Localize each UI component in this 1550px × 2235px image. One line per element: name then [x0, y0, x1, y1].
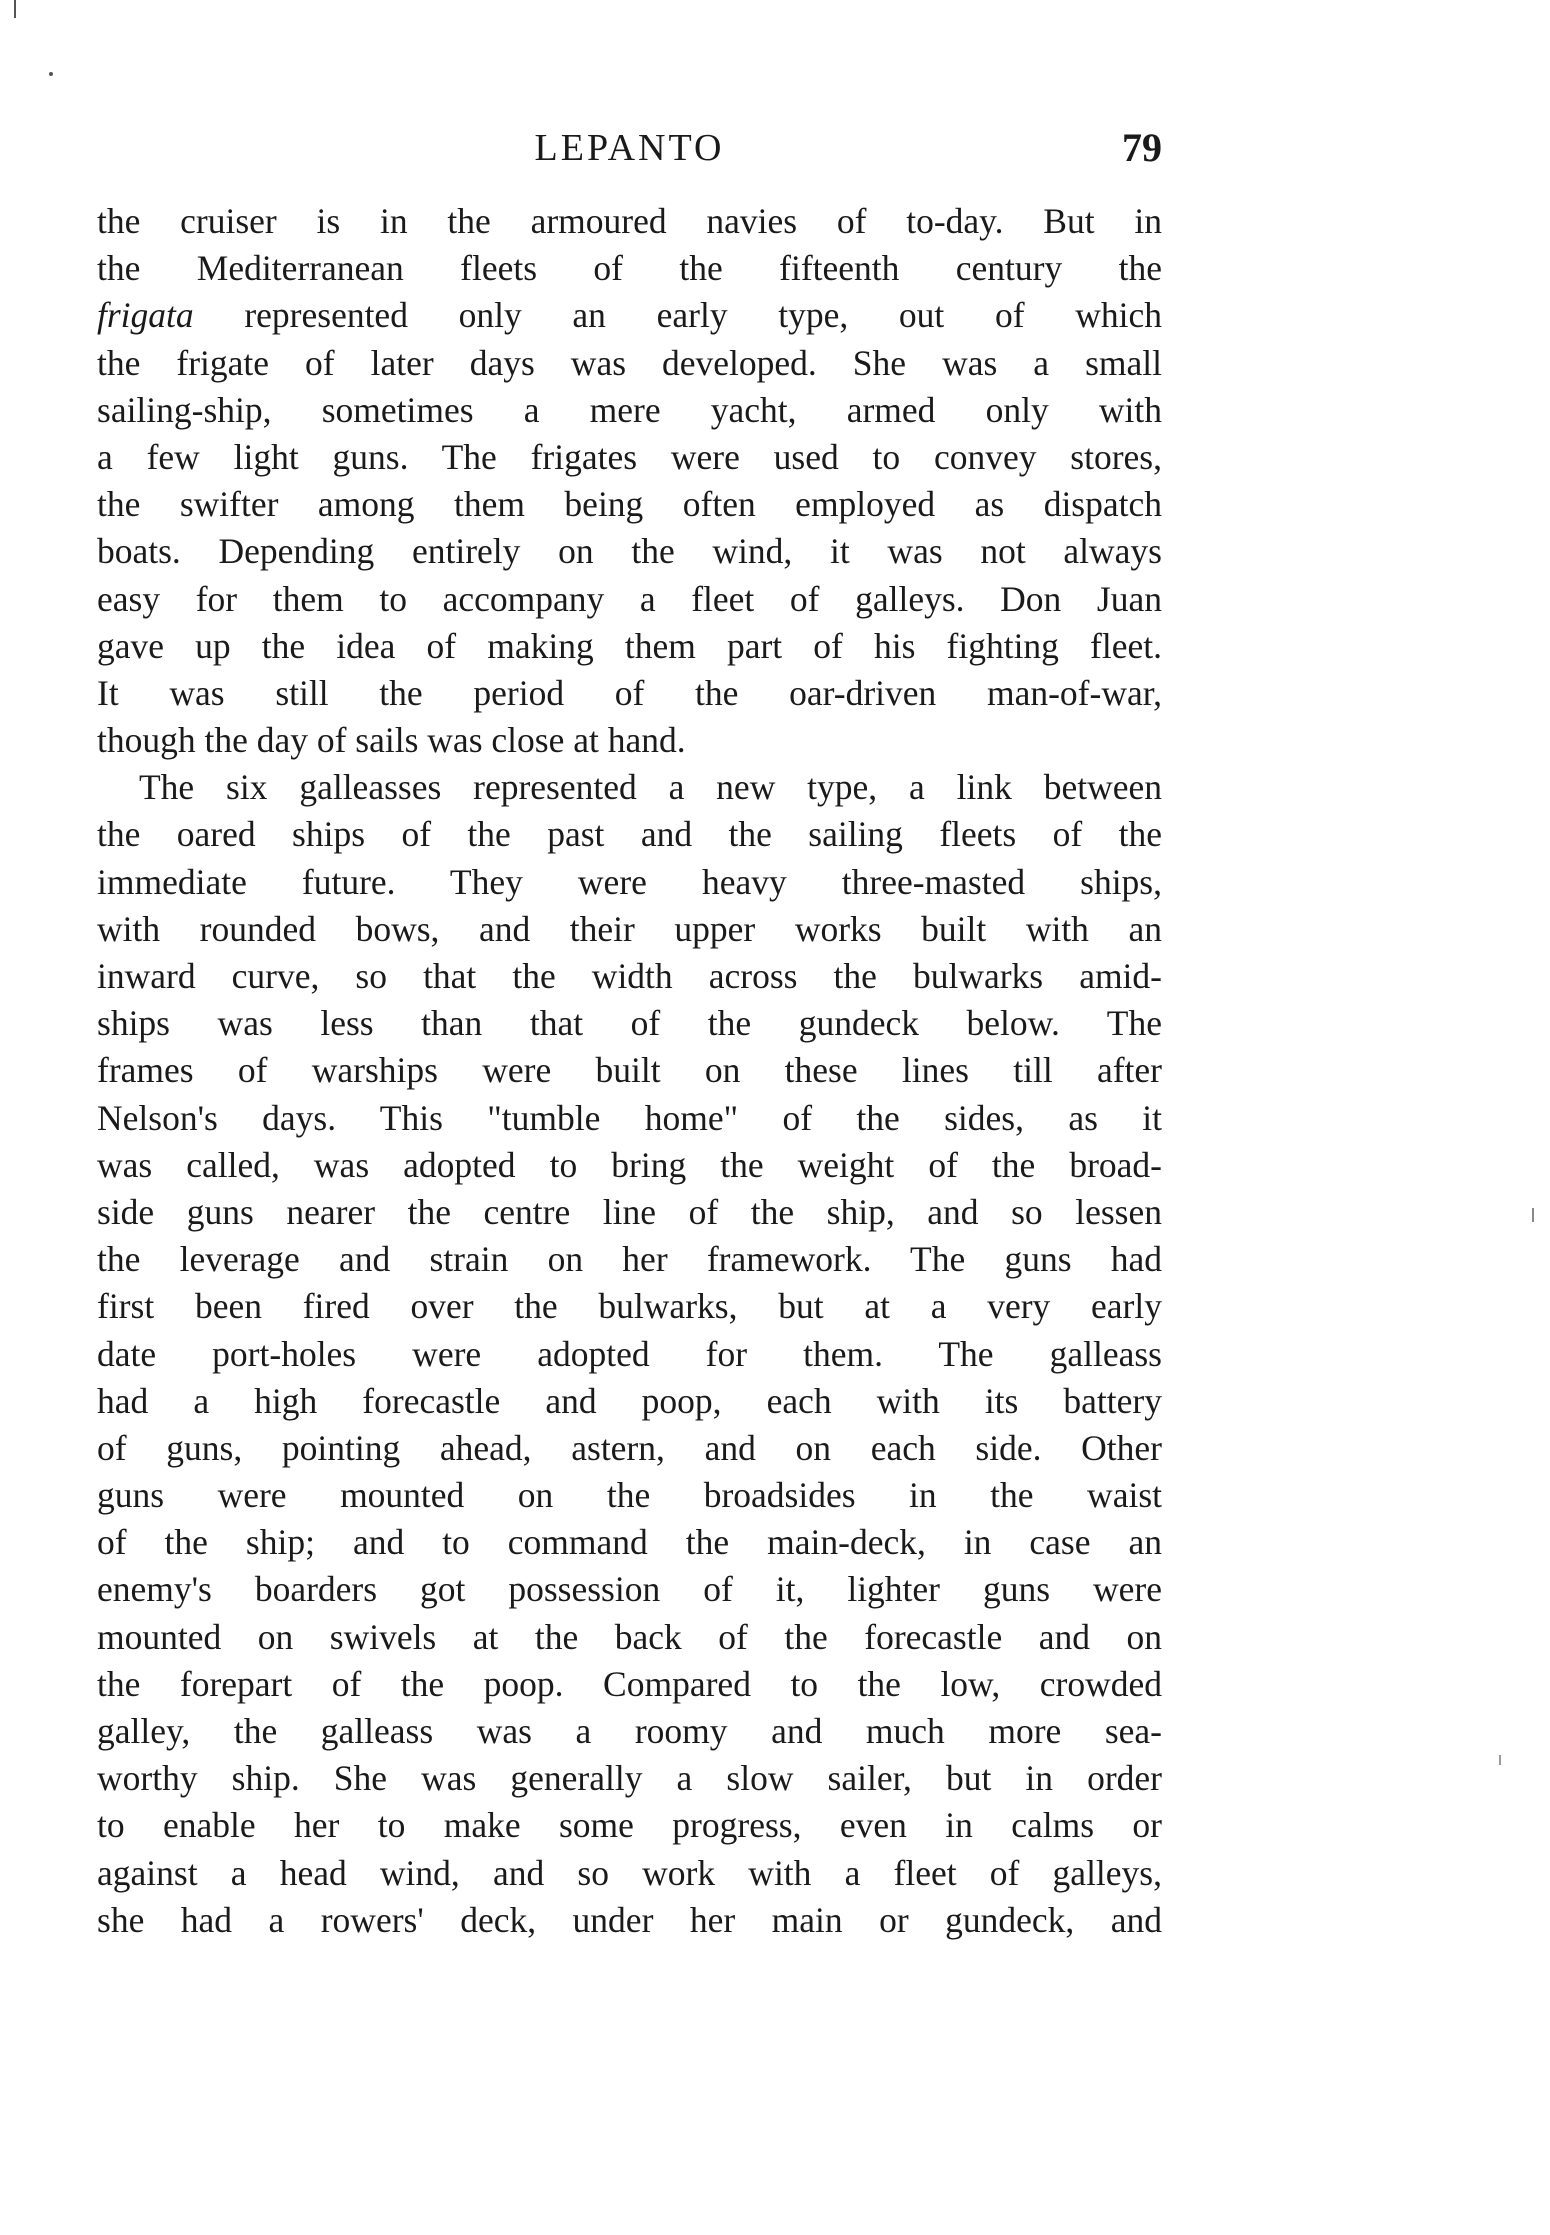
scan-artifact-mark	[14, 0, 16, 18]
text-line: had a high forecastle and poop, each with its battery	[97, 1380, 1162, 1421]
text-line: the frigate of later days was developed. She was a small	[97, 342, 1162, 383]
text-line: ships was less than that of the gundeck below. The	[97, 1003, 1162, 1044]
text-line: of the ship; and to command the main-deck, in case an	[97, 1522, 1162, 1563]
text-line: galley, the galleass was a roomy and much more sea-	[97, 1711, 1162, 1751]
text-line: a few light guns. The frigates were used to convey stores,	[97, 436, 1162, 477]
text-line: against a head wind, and so work with a fleet of galleys,	[97, 1852, 1162, 1893]
text-line: enemy's boarders got possession of it, lighter guns were	[97, 1569, 1162, 1610]
text-line: the forepart of the poop. Compared to the low, crowded	[97, 1663, 1162, 1704]
text-line: first been fired over the bulwarks, but at a very early	[97, 1286, 1162, 1327]
text-line: gave up the idea of making them part of his fighting fleet.	[97, 625, 1162, 666]
text-line: the swifter among them being often employed as dispatch	[97, 484, 1162, 525]
text-line: of guns, pointing ahead, astern, and on each side. Other	[97, 1427, 1162, 1468]
text-line: frames of warships were built on these lines till after	[97, 1050, 1162, 1091]
text-line: though the day of sails was close at hand.	[97, 720, 686, 761]
text-line: boats. Depending entirely on the wind, it was not always	[97, 531, 1162, 572]
body-text	[97, 198, 1162, 1944]
text-line: guns were mounted on the broadsides in the waist	[97, 1475, 1162, 1516]
page-number: 79	[1122, 125, 1162, 170]
text-line: the oared ships of the past and the sailing fleets of the	[97, 814, 1162, 855]
text-line: worthy ship. She was generally a slow sailer, but in order	[97, 1758, 1162, 1799]
scan-artifact-mark	[1532, 1208, 1534, 1222]
text-line: to enable her to make some progress, even in calms or	[97, 1805, 1162, 1846]
text-line: sailing-ship, sometimes a mere yacht, armed only with	[97, 389, 1162, 430]
scan-artifact-mark	[1499, 1755, 1501, 1765]
text-line: the leverage and strain on her framework. The guns had	[97, 1239, 1162, 1280]
text-line: immediate future. They were heavy three-masted ships,	[97, 861, 1162, 902]
text-line: inward curve, so that the width across the bulwarks amid-	[97, 956, 1162, 996]
text-line: the Mediterranean fleets of the fifteenth century the	[97, 248, 1162, 289]
scan-artifact-dot	[49, 72, 53, 76]
text-line: with rounded bows, and their upper works built with an	[97, 908, 1162, 949]
text-line: she had a rowers' deck, under her main or gundeck, and	[97, 1899, 1162, 1940]
running-title: LEPANTO	[534, 127, 725, 169]
italic-term: frigata	[97, 295, 194, 336]
text-line: was called, was adopted to bring the weight of the broad-	[97, 1144, 1162, 1185]
text-line: the cruiser is in the armoured navies of to-day. But in	[97, 201, 1162, 241]
text-line-paragraph-start: The six galleasses represented a new type, a link between	[139, 767, 1162, 808]
text-line: side guns nearer the centre line of the ship, and so lessen	[97, 1191, 1162, 1232]
text-line: easy for them to accompany a fleet of galleys. Don Juan	[97, 578, 1162, 619]
text-line: Nelson's days. This "tumble home" of the sides, as it	[97, 1097, 1162, 1138]
text-line: It was still the period of the oar-driven man-of-war,	[97, 672, 1162, 713]
text-line: date port-holes were adopted for them. The galleass	[97, 1333, 1162, 1374]
text-line: frigata represented only an early type, out of which	[97, 295, 1162, 336]
page-header	[97, 118, 1162, 178]
text-line: mounted on swivels at the back of the forecastle and on	[97, 1616, 1162, 1657]
